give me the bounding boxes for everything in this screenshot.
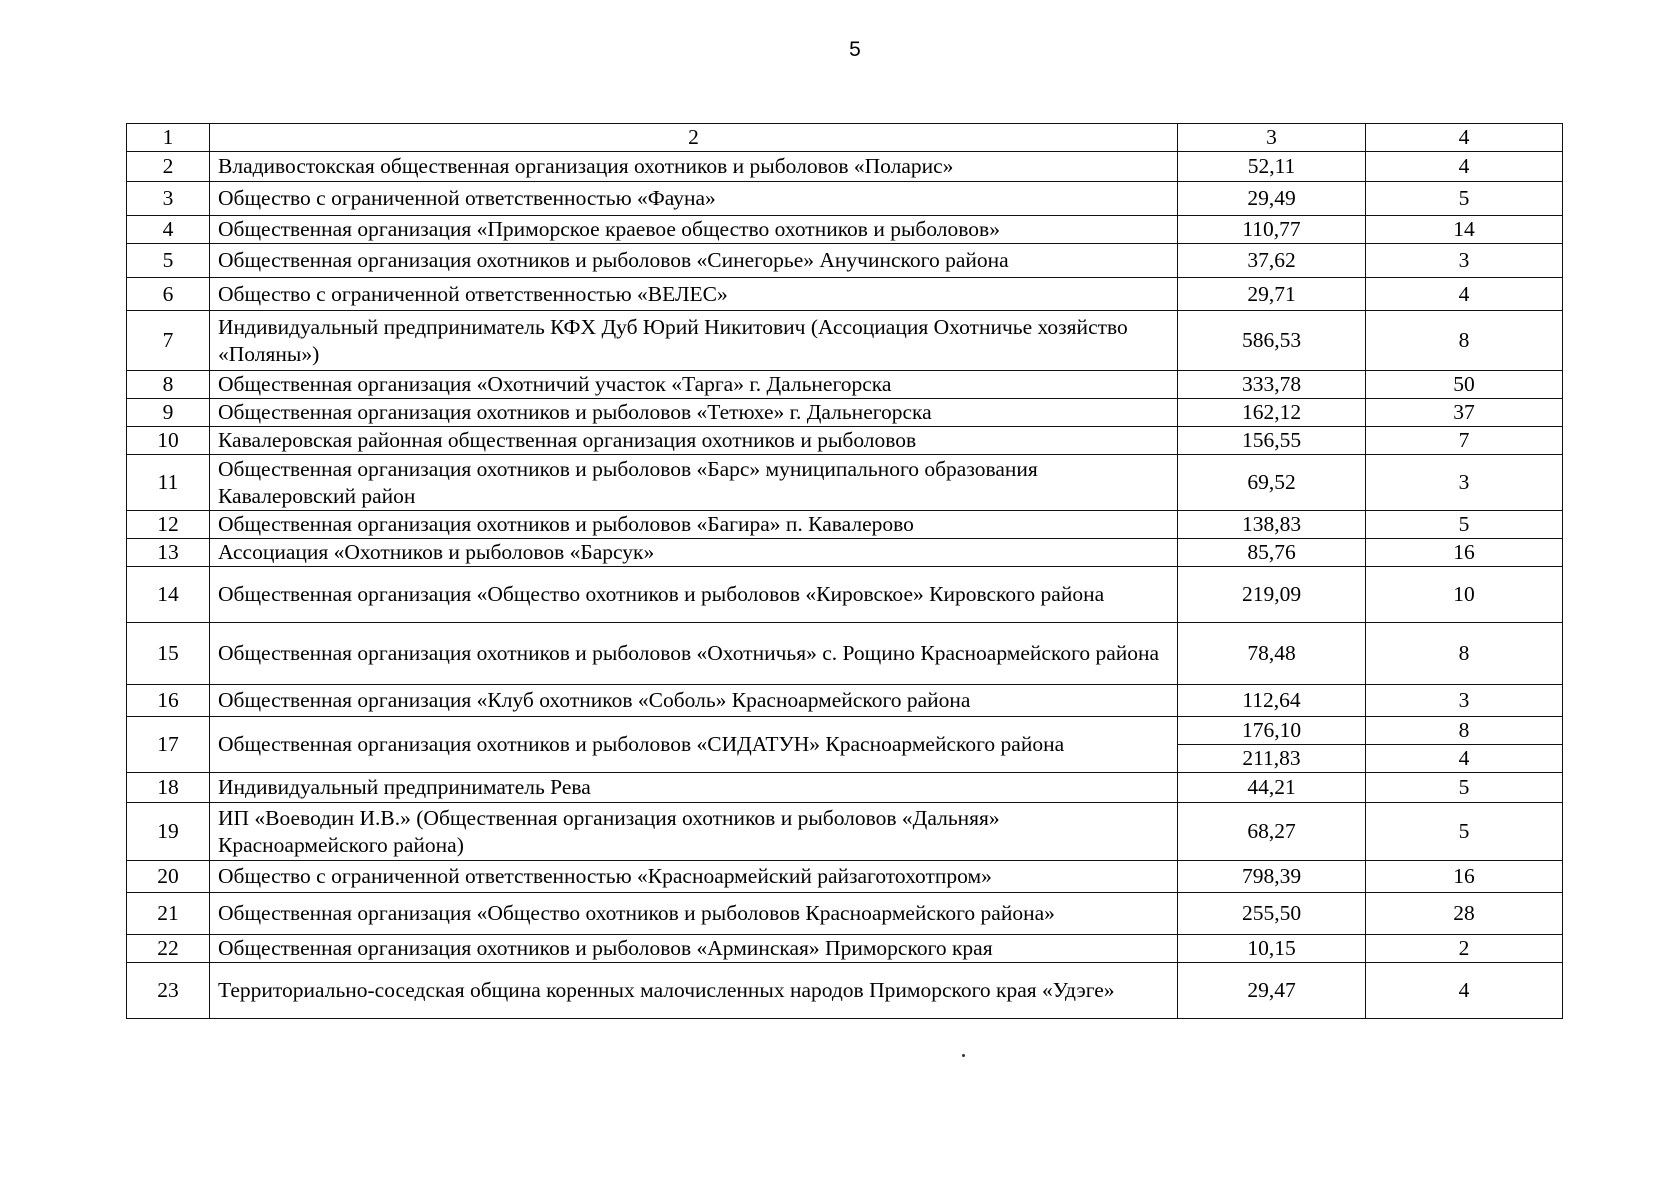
- row-number: 14: [127, 567, 210, 623]
- row-number: 18: [127, 773, 210, 803]
- area-value: 586,53: [1178, 311, 1366, 371]
- header-col-3: 3: [1178, 124, 1366, 152]
- table-row: [127, 893, 1563, 935]
- row-number: 6: [127, 278, 210, 311]
- area-value: 110,77: [1178, 216, 1366, 244]
- table-row: [127, 216, 1563, 244]
- organization-name: Общественная организация охотников и рыболовов «Охотничья» с. Рощино Красноармейского района: [210, 623, 1178, 685]
- organization-name: Общественная организация «Приморское краевое общество охотников и рыболовов»: [210, 216, 1178, 244]
- area-value: 255,50: [1178, 893, 1366, 935]
- organization-name: Общественная организация охотников и рыболовов «Синегорье» Анучинского района: [210, 244, 1178, 278]
- organization-name: Общество с ограниченной ответственностью «ВЕЛЕС»: [210, 278, 1178, 311]
- table-row: [127, 717, 1563, 745]
- table-row: [127, 152, 1563, 182]
- row-number: 15: [127, 623, 210, 685]
- area-value: 798,39: [1178, 861, 1366, 893]
- area-value: 29,71: [1178, 278, 1366, 311]
- area-value: 138,83: [1178, 511, 1366, 539]
- table-row: [127, 399, 1563, 427]
- area-value: 29,47: [1178, 963, 1366, 1019]
- count-value: 16: [1366, 539, 1563, 567]
- count-value: 3: [1366, 455, 1563, 511]
- count-value: 37: [1366, 399, 1563, 427]
- area-value: 211,83: [1178, 745, 1366, 773]
- organization-name: Владивостокская общественная организация охотников и рыболовов «Поларис»: [210, 152, 1178, 182]
- area-value: 44,21: [1178, 773, 1366, 803]
- table-row: [127, 244, 1563, 278]
- organization-name: Общественная организация охотников и рыболовов «Багира» п. Кавалерово: [210, 511, 1178, 539]
- row-number: 22: [127, 935, 210, 963]
- row-number: 20: [127, 861, 210, 893]
- row-number: 8: [127, 371, 210, 399]
- organization-name: Общественная организация «Охотничий участок «Тарга» г. Дальнегорска: [210, 371, 1178, 399]
- organization-name: Общественная организация охотников и рыболовов «Арминская» Приморского края: [210, 935, 1178, 963]
- area-value: 112,64: [1178, 685, 1366, 717]
- count-value: 3: [1366, 244, 1563, 278]
- table-row: [127, 963, 1563, 1019]
- count-value: 2: [1366, 935, 1563, 963]
- row-number: 2: [127, 152, 210, 182]
- organization-name: Общественная организация охотников и рыболовов «Тетюхе» г. Дальнегорска: [210, 399, 1178, 427]
- count-value: 5: [1366, 803, 1563, 861]
- organization-name: Общество с ограниченной ответственностью «Фауна»: [210, 182, 1178, 216]
- row-number: 5: [127, 244, 210, 278]
- count-value: 4: [1366, 745, 1563, 773]
- table-row: [127, 685, 1563, 717]
- row-number: 13: [127, 539, 210, 567]
- row-number: 7: [127, 311, 210, 371]
- area-value: 78,48: [1178, 623, 1366, 685]
- area-value: 176,10: [1178, 717, 1366, 745]
- count-value: 4: [1366, 278, 1563, 311]
- area-value: 162,12: [1178, 399, 1366, 427]
- organization-name: Общественная организация «Общество охотников и рыболовов «Кировское» Кировского района: [210, 567, 1178, 623]
- table-header-row: [127, 124, 1563, 152]
- area-value: 10,15: [1178, 935, 1366, 963]
- row-number: 3: [127, 182, 210, 216]
- row-number: 16: [127, 685, 210, 717]
- count-value: 8: [1366, 623, 1563, 685]
- row-number: 21: [127, 893, 210, 935]
- organization-name: Территориально-соседская община коренных малочисленных народов Приморского края «Удэге»: [210, 963, 1178, 1019]
- header-col-2: 2: [210, 124, 1178, 152]
- row-number: 19: [127, 803, 210, 861]
- table-row: [127, 861, 1563, 893]
- area-value: 37,62: [1178, 244, 1366, 278]
- table-row: [127, 511, 1563, 539]
- area-value: 333,78: [1178, 371, 1366, 399]
- page-number: 5: [849, 38, 861, 61]
- table-row: [127, 803, 1563, 861]
- row-number: 11: [127, 455, 210, 511]
- table-row: [127, 427, 1563, 455]
- table-row: [127, 455, 1563, 511]
- organization-name: Индивидуальный предприниматель КФХ Дуб Юрий Никитович (Ассоциация Охотничье хозяйство «Поляны»): [210, 311, 1178, 371]
- organization-name: Общественная организация «Клуб охотников «Соболь» Красноармейского района: [210, 685, 1178, 717]
- area-value: 29,49: [1178, 182, 1366, 216]
- header-col-4: 4: [1366, 124, 1563, 152]
- organization-name: Общество с ограниченной ответственностью «Красноармейский райзаготохотпром»: [210, 861, 1178, 893]
- table-row: [127, 935, 1563, 963]
- row-number: 17: [127, 717, 210, 773]
- organization-name: Индивидуальный предприниматель Рева: [210, 773, 1178, 803]
- table-row: [127, 311, 1563, 371]
- organization-name: Кавалеровская районная общественная организация охотников и рыболовов: [210, 427, 1178, 455]
- row-number: 4: [127, 216, 210, 244]
- count-value: 16: [1366, 861, 1563, 893]
- row-number: 9: [127, 399, 210, 427]
- row-number: 23: [127, 963, 210, 1019]
- area-value: 85,76: [1178, 539, 1366, 567]
- area-value: 69,52: [1178, 455, 1366, 511]
- header-col-1: 1: [127, 124, 210, 152]
- organization-name: Общественная организация охотников и рыболовов «Барс» муниципального образования Кавалеровский район: [210, 455, 1178, 511]
- table-row: [127, 567, 1563, 623]
- count-value: 10: [1366, 567, 1563, 623]
- count-value: 5: [1366, 773, 1563, 803]
- data-table: [126, 123, 1563, 1019]
- count-value: 8: [1366, 717, 1563, 745]
- stray-mark: [962, 1054, 965, 1057]
- count-value: 3: [1366, 685, 1563, 717]
- count-value: 7: [1366, 427, 1563, 455]
- table-row: [127, 182, 1563, 216]
- table-row: [127, 773, 1563, 803]
- table-row: [127, 623, 1563, 685]
- count-value: 5: [1366, 182, 1563, 216]
- organization-name: Ассоциация «Охотников и рыболовов «Барсук»: [210, 539, 1178, 567]
- row-number: 12: [127, 511, 210, 539]
- table-row: [127, 371, 1563, 399]
- area-value: 156,55: [1178, 427, 1366, 455]
- organization-name: Общественная организация охотников и рыболовов «СИДАТУН» Красноармейского района: [210, 717, 1178, 773]
- table-row: [127, 278, 1563, 311]
- count-value: 4: [1366, 963, 1563, 1019]
- count-value: 28: [1366, 893, 1563, 935]
- table-row: [127, 539, 1563, 567]
- organization-name: ИП «Воеводин И.В.» (Общественная организация охотников и рыболовов «Дальняя» Красноармейского района): [210, 803, 1178, 861]
- count-value: 8: [1366, 311, 1563, 371]
- count-value: 5: [1366, 511, 1563, 539]
- area-value: 68,27: [1178, 803, 1366, 861]
- area-value: 52,11: [1178, 152, 1366, 182]
- count-value: 50: [1366, 371, 1563, 399]
- organization-name: Общественная организация «Общество охотников и рыболовов Красноармейского района»: [210, 893, 1178, 935]
- area-value: 219,09: [1178, 567, 1366, 623]
- count-value: 14: [1366, 216, 1563, 244]
- row-number: 10: [127, 427, 210, 455]
- count-value: 4: [1366, 152, 1563, 182]
